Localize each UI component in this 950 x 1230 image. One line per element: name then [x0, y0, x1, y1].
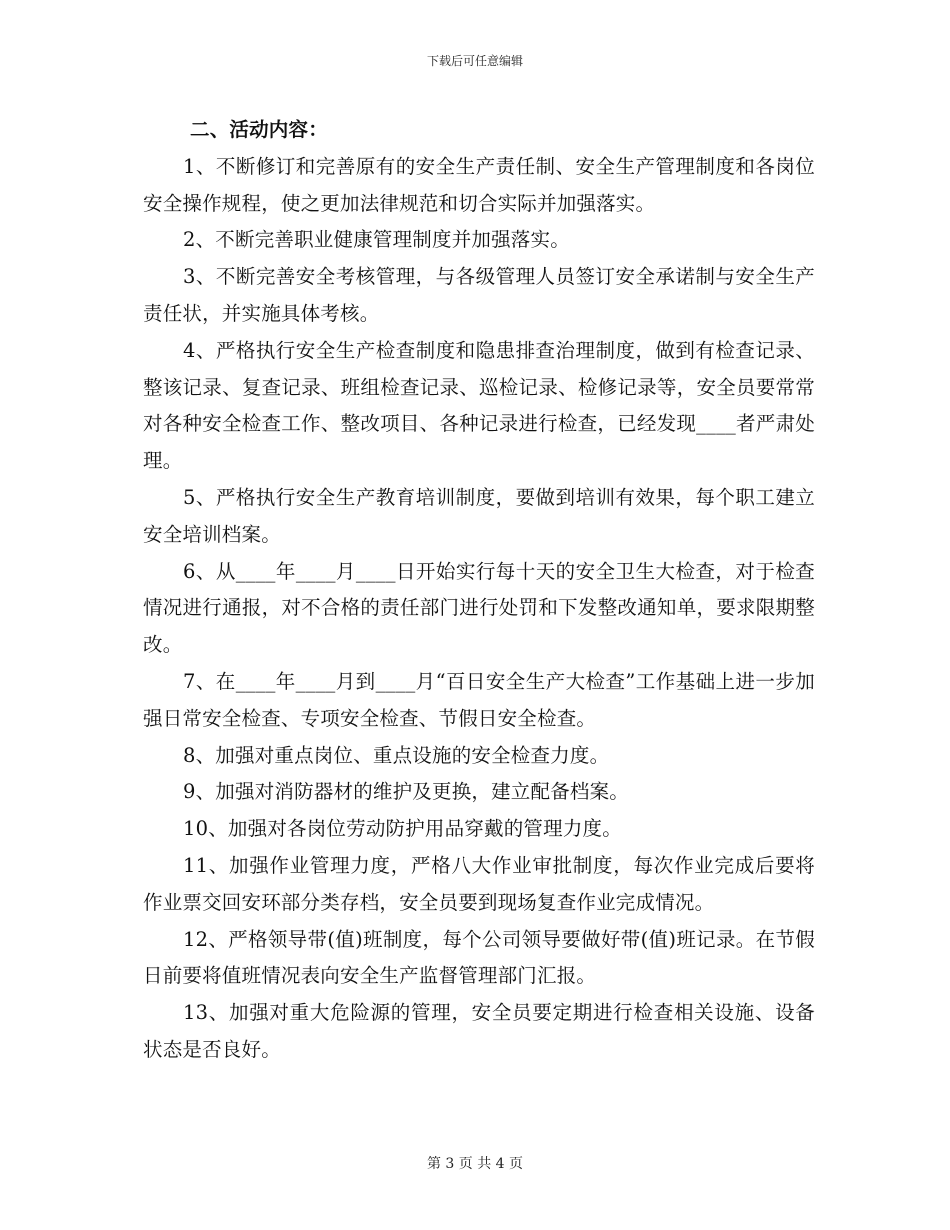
list-item-2: 2、不断完善职业健康管理制度并加强落实。 — [183, 228, 570, 252]
list-item-7: 7、在____年____月到____月“百日安全生产大检查”工作基础上进一步加强日常安全检查、专项安全检查、节假日安全检查。 — [143, 669, 815, 730]
list-item-13: 13、加强对重大危险源的管理，安全员要定期进行检查相关设施、设备状态是否良好。 — [143, 1001, 815, 1061]
document-body — [143, 112, 815, 1069]
list-item-10: 10、加强对各岗位劳动防护用品穿戴的管理力度。 — [183, 817, 622, 841]
list-item-9: 9、加强对消防器材的维护及更换，建立配备档案。 — [183, 780, 630, 804]
page-header: 下载后可任意编辑 — [426, 54, 523, 68]
section-heading: 二、活动内容： — [190, 118, 328, 141]
list-item-6: 6、从____年____月____日开始实行每十天的安全卫生大检查，对于检查情况进行通报，对不合格的责任部门进行处罚和下发整改通知单，要求限期整改。 — [143, 559, 815, 657]
list-item-5: 5、严格执行安全生产教育培训制度，要做到培训有效果，每个职工建立安全培训档案。 — [143, 485, 815, 546]
list-item-11: 11、加强作业管理力度，严格八大作业审批制度，每次作业完成后要将作业票交回安环部分类存档，安全员要到现场复查作业完成情况。 — [143, 853, 815, 914]
list-item-1: 1、不断修订和完善原有的安全生产责任制、安全生产管理制度和各岗位安全操作规程，使之更加法律规范和切合实际并加强落实。 — [143, 154, 815, 215]
list-item-3: 3、不断完善安全考核管理，与各级管理人员签订安全承诺制与安全生产责任状，并实施具体考核。 — [143, 265, 815, 325]
page-footer: 第 3 页 共 4 页 — [426, 1156, 524, 1172]
list-item-12: 12、严格领导带(值)班制度，每个公司领导要做好带(值)班记录。在节假日前要将值班情况表向安全生产监督管理部门汇报。 — [143, 927, 815, 988]
list-item-4: 4、严格执行安全生产检查制度和隐患排查治理制度，做到有检查记录、整该记录、复查记录、班组检查记录、巡检记录、检修记录等，安全员要常常对各种安全检查工作、整改项目、各种记录进行检查，已经发现____者严肃处理。 — [143, 338, 815, 473]
list-item-8: 8、加强对重点岗位、重点设施的安全检查力度。 — [183, 743, 610, 767]
